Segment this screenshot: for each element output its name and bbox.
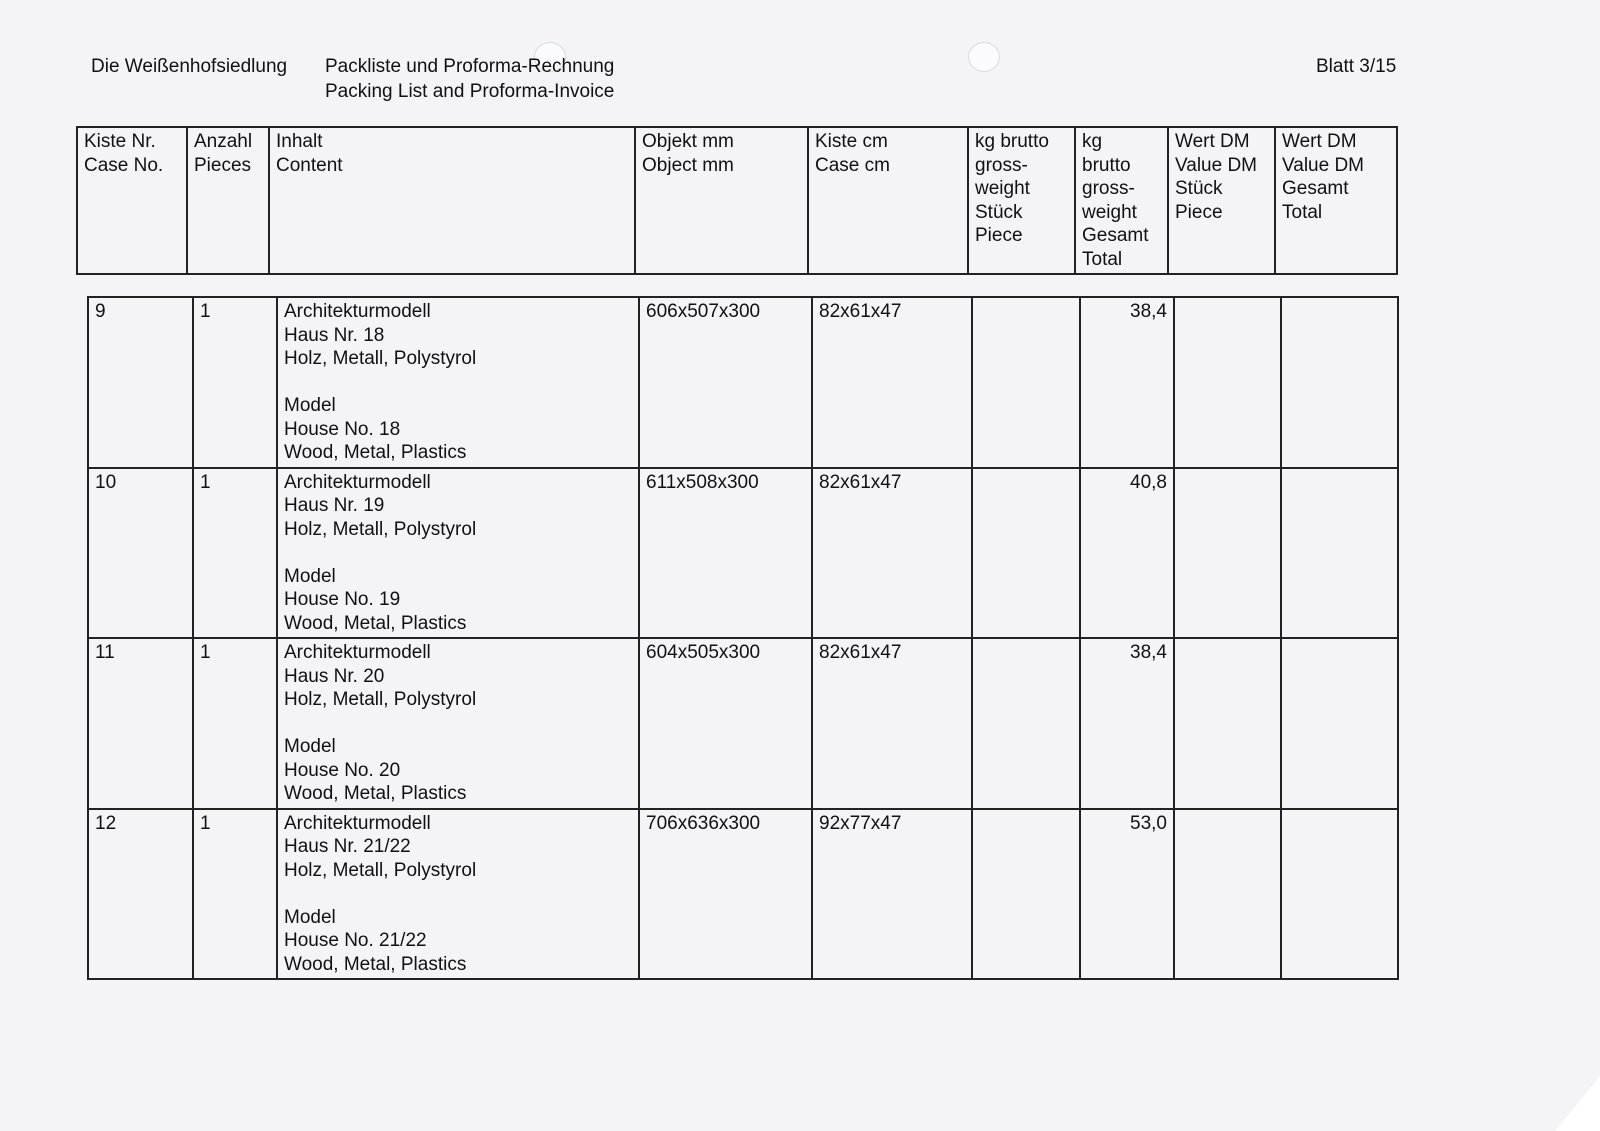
column-header [187,127,269,274]
weight-piece-cell [972,297,1080,468]
case-number-cell: 11 [88,638,193,809]
content-line-en: House No. 20 [284,759,401,781]
content-spacer [284,371,632,395]
page-corner-fold [1555,1076,1600,1131]
content-line-en: House No. 21/22 [284,930,427,951]
value-piece-cell [1174,297,1281,468]
column-header-text: Total [1282,201,1323,223]
pieces-cell: 1 [193,809,277,980]
content-cell [277,297,639,468]
content-line-en: House No. 19 [284,589,401,610]
sheet-number: Blatt 3/15 [1316,56,1397,77]
column-header-text: Gesamt [1082,225,1149,246]
column-header [808,127,968,274]
content-line-en: Model [284,565,336,587]
object-dimensions-cell: 706x636x300 [639,809,812,980]
weight-total-cell: 38,4 [1080,297,1174,468]
content-line-de: Holz, Metall, Polystyrol [284,689,477,710]
weight-total-cell: 40,8 [1080,468,1174,639]
object-dimensions-cell: 604x505x300 [639,638,812,809]
column-header-text: Piece [1175,201,1223,223]
case-dimensions-cell: 82x61x47 [812,638,972,809]
content-line-de: Architekturmodell [284,642,431,663]
value-total-cell [1281,809,1398,980]
column-header-text: Content [276,154,343,176]
table-row [88,638,1398,809]
content-line-de: Haus Nr. 21/22 [284,836,411,857]
weight-total-cell: 38,4 [1080,638,1174,809]
content-line-en: Wood, Metal, Plastics [284,783,467,804]
punch-hole [968,42,1000,72]
content-line-de: Haus Nr. 19 [284,495,385,516]
column-header [635,127,808,274]
content-line-de: Holz, Metall, Polystyrol [284,348,477,369]
column-header [1275,127,1397,274]
content-spacer [284,882,632,906]
content-spacer [284,712,632,736]
column-header-text: Inhalt [276,131,323,152]
column-header-text: brutto [1082,154,1131,176]
weight-piece-cell [972,638,1080,809]
content-line-de: Architekturmodell [284,301,431,322]
content-line-de: Architekturmodell [284,812,431,834]
content-line-en: Wood, Metal, Plastics [284,953,467,975]
column-header-text: Gesamt [1282,178,1349,199]
column-header-text: Anzahl [194,131,253,152]
content-line-en: Wood, Metal, Plastics [284,442,467,463]
pieces-cell: 1 [193,468,277,639]
column-header-text: Value DM [1175,154,1258,176]
column-header-text: Kiste Nr. [84,131,156,152]
case-number-cell: 10 [88,468,193,639]
column-header-table [76,126,1398,275]
object-dimensions-cell: 606x507x300 [639,297,812,468]
content-line-en: Model [284,736,336,757]
value-total-cell [1281,638,1398,809]
content-line-de: Architekturmodell [284,471,431,493]
column-header-text: gross- [1082,178,1135,199]
table-row [88,297,1398,468]
column-header-text: gross- [975,154,1028,176]
content-line-en: Wood, Metal, Plastics [284,612,467,634]
case-number-cell: 12 [88,809,193,980]
document-title-de: Packliste und Proforma-Rechnung [325,56,615,77]
value-total-cell [1281,297,1398,468]
document-title-en: Packing List and Proforma-Invoice [325,81,615,102]
column-header-text: Pieces [194,154,252,176]
column-header-text: Stück [1175,178,1223,199]
content-cell [277,468,639,639]
weight-piece-cell [972,468,1080,639]
value-total-cell [1281,468,1398,639]
packing-list-table [87,296,1399,980]
column-header [968,127,1075,274]
header-row [77,127,1397,274]
column-header-text: Case No. [84,154,164,176]
column-header-text: Stück [975,201,1023,223]
value-piece-cell [1174,468,1281,639]
column-header-text: Total [1082,248,1123,270]
case-dimensions-cell: 82x61x47 [812,468,972,639]
column-header [1075,127,1168,274]
pieces-cell: 1 [193,638,277,809]
column-header [1168,127,1275,274]
content-line-en: Model [284,395,336,416]
column-header-text: Case cm [815,154,890,176]
value-piece-cell [1174,809,1281,980]
column-header-text: Piece [975,225,1023,246]
column-header-text: kg brutto [975,131,1049,152]
column-header-text: Wert DM [1282,131,1357,152]
column-header-text: Object mm [642,154,734,176]
column-header [269,127,635,274]
weight-piece-cell [972,809,1080,980]
pieces-cell: 1 [193,297,277,468]
table-row [88,468,1398,639]
column-header [77,127,187,274]
content-cell [277,809,639,980]
column-header-text: Value DM [1282,154,1365,176]
content-line-en: Model [284,906,336,928]
case-dimensions-cell: 82x61x47 [812,297,972,468]
project-title: Die Weißenhofsiedlung [91,56,288,77]
content-line-de: Haus Nr. 18 [284,324,385,346]
content-cell [277,638,639,809]
column-header-text: Kiste cm [815,131,888,152]
case-number-cell: 9 [88,297,193,468]
content-spacer [284,541,632,565]
weight-total-cell: 53,0 [1080,809,1174,980]
object-dimensions-cell: 611x508x300 [639,468,812,639]
column-header-text: kg [1082,131,1103,152]
column-header-text: weight [1082,201,1137,223]
column-header-text: Wert DM [1175,131,1250,152]
column-header-text: weight [975,178,1030,199]
content-line-de: Holz, Metall, Polystyrol [284,859,477,881]
content-line-de: Holz, Metall, Polystyrol [284,518,477,540]
value-piece-cell [1174,638,1281,809]
table-row [88,809,1398,980]
case-dimensions-cell: 92x77x47 [812,809,972,980]
column-header-text: Objekt mm [642,131,734,152]
content-line-de: Haus Nr. 20 [284,665,385,687]
content-line-en: House No. 18 [284,418,401,440]
